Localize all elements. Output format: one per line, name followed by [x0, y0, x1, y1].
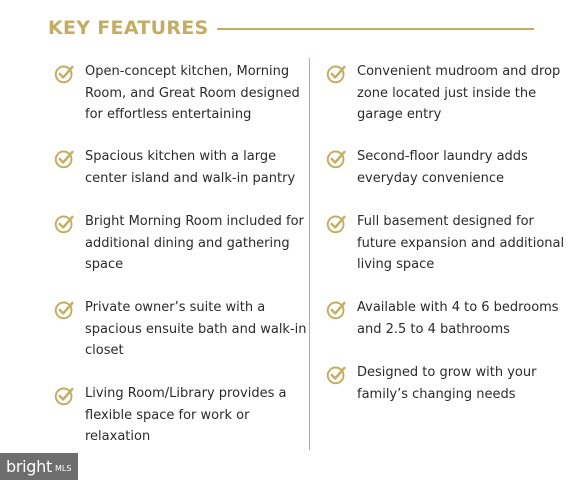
feature-text: Open-concept kitchen, Morning Room, and Great Room designed for effortless entertaining	[85, 64, 300, 122]
feature-item	[54, 383, 313, 448]
feature-text: Private owner’s suite with a spacious ensuite bath and walk-in closet	[85, 300, 307, 358]
watermark-suffix: MLS	[54, 463, 72, 473]
page-title: KEY FEATURES	[48, 17, 209, 39]
feature-text: Designed to grow with your family’s changing needs	[357, 365, 537, 402]
check-circle-icon	[326, 148, 347, 169]
feature-item	[326, 362, 575, 405]
check-circle-icon	[54, 299, 75, 320]
feature-item	[326, 297, 575, 340]
feature-text: Living Room/Library provides a flexible space for work or relaxation	[85, 386, 287, 444]
check-circle-icon	[326, 299, 347, 320]
check-circle-icon	[326, 63, 347, 84]
feature-item	[54, 61, 313, 126]
watermark-brand: bright	[6, 457, 52, 476]
feature-item	[54, 146, 313, 189]
feature-text: Second-floor laundry adds everyday convenience	[357, 149, 528, 186]
check-circle-icon	[54, 148, 75, 169]
feature-text: Spacious kitchen with a large center island and walk-in pantry	[85, 149, 296, 186]
feature-text: Full basement designed for future expansion and additional living space	[357, 214, 565, 272]
feature-item	[326, 146, 575, 189]
feature-item	[54, 211, 313, 276]
header-rule	[217, 28, 534, 30]
check-circle-icon	[326, 364, 347, 385]
feature-text: Convenient mudroom and drop zone located just inside the garage entry	[357, 64, 561, 122]
feature-item	[326, 211, 575, 276]
feature-text: Available with 4 to 6 bedrooms and 2.5 to 4 bathrooms	[357, 300, 559, 337]
check-circle-icon	[54, 385, 75, 406]
key-features-header	[48, 16, 534, 40]
feature-item	[326, 61, 575, 126]
bright-mls-watermark	[0, 453, 78, 480]
feature-item	[54, 297, 313, 362]
feature-text: Bright Morning Room included for additional dining and gathering space	[85, 214, 304, 272]
check-circle-icon	[326, 213, 347, 234]
check-circle-icon	[54, 213, 75, 234]
check-circle-icon	[54, 63, 75, 84]
